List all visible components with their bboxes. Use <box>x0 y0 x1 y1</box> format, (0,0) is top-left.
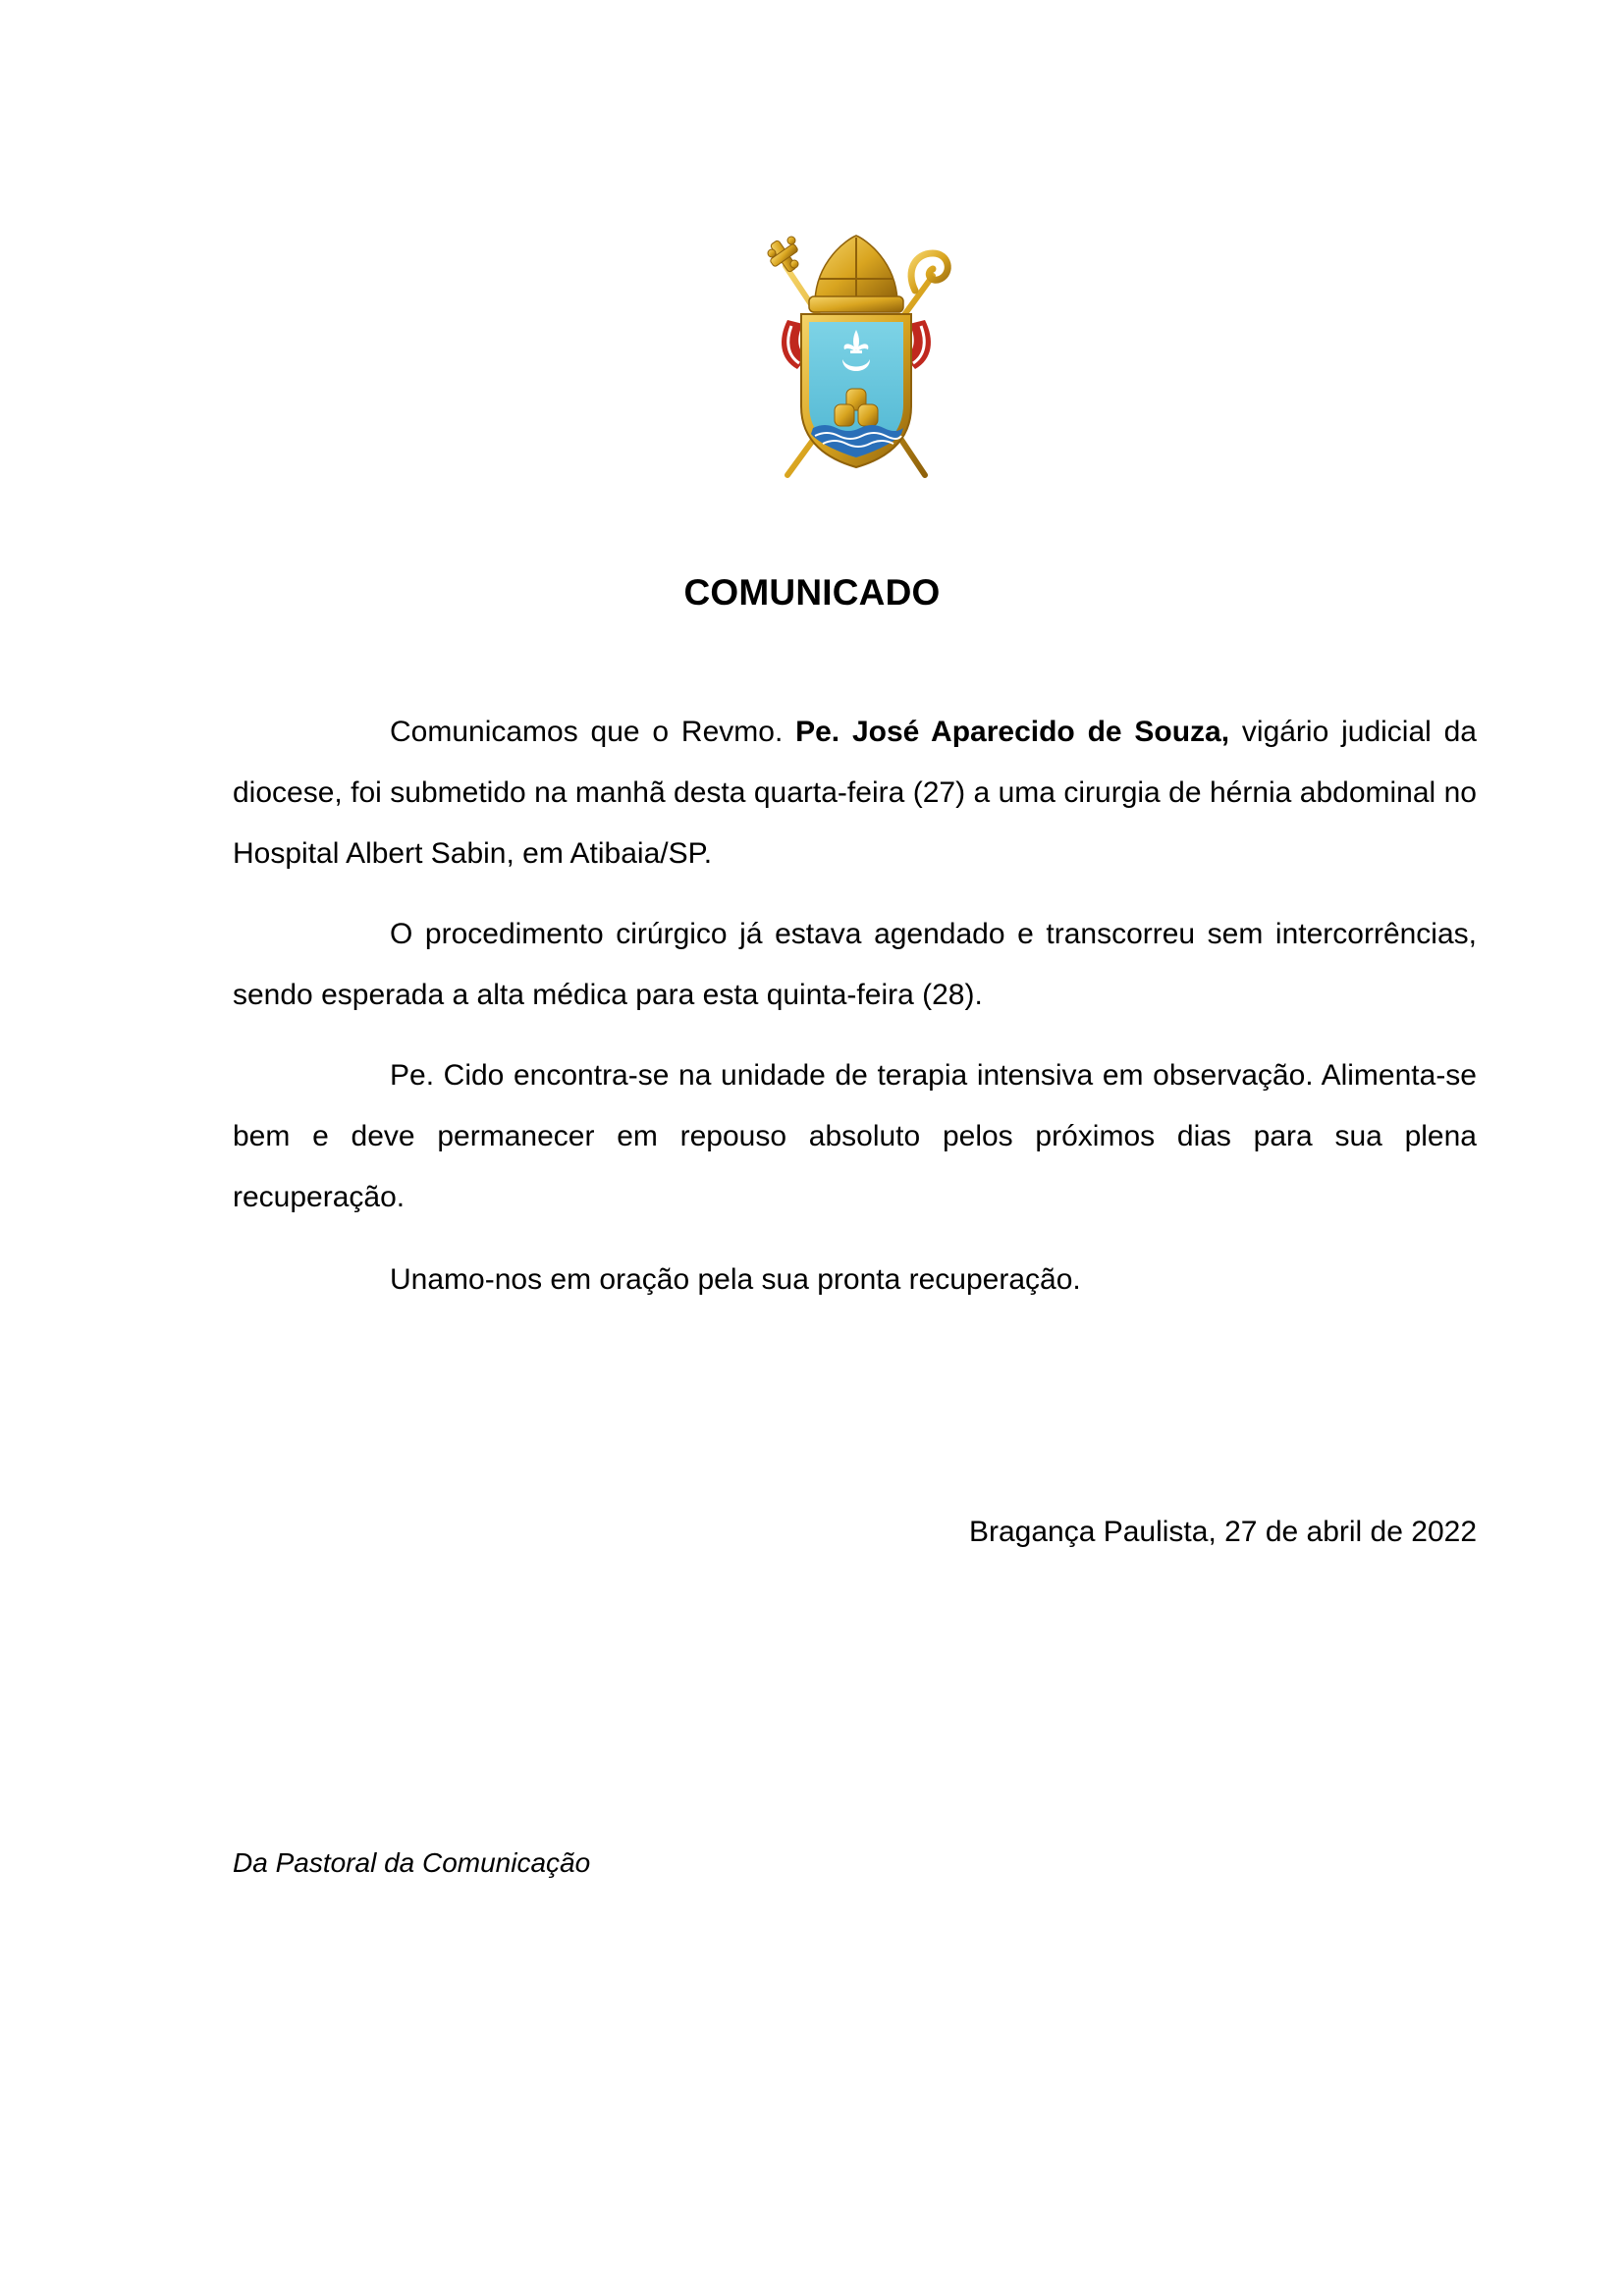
paragraph-2-text: O procedimento cirúrgico já estava agendado e transcorreu sem intercorrências, sendo esperada a alta médica para esta quinta-feira (28). <box>233 918 1477 1011</box>
signature: Da Pastoral da Comunicação <box>233 1847 591 1878</box>
paragraph-3 <box>233 1045 1477 1228</box>
paragraph-3-text: Pe. Cido encontra-se na unidade de terapia intensiva em observação. Alimenta-se bem e deve permanecer em repouso absoluto pelos próximos dias para sua plena recuperação. <box>233 1059 1477 1213</box>
paragraph-2 <box>233 904 1477 1026</box>
paragraph-4 <box>233 1250 1477 1310</box>
diocesan-coat-of-arms-icon <box>758 232 954 482</box>
place-date: Bragança Paulista, 27 de abril de 2022 <box>968 1516 1477 1548</box>
paragraph-1 <box>233 702 1477 884</box>
paragraph-1-intro: Comunicamos que o Revmo. <box>390 716 796 748</box>
page-title: COMUNICADO <box>683 572 941 613</box>
paragraph-1-name: Pe. José Aparecido de Souza, <box>795 716 1230 748</box>
paragraph-4-text: Unamo-nos em oração pela sua pronta recuperação. <box>390 1263 1081 1296</box>
paragraph-1-rest: vigário judicial da diocese, foi submetido na manhã desta quarta-feira (27) a uma cirurgia de hérnia abdominal no Hospital Albert Sabin, em Atibaia/SP. <box>233 716 1477 870</box>
